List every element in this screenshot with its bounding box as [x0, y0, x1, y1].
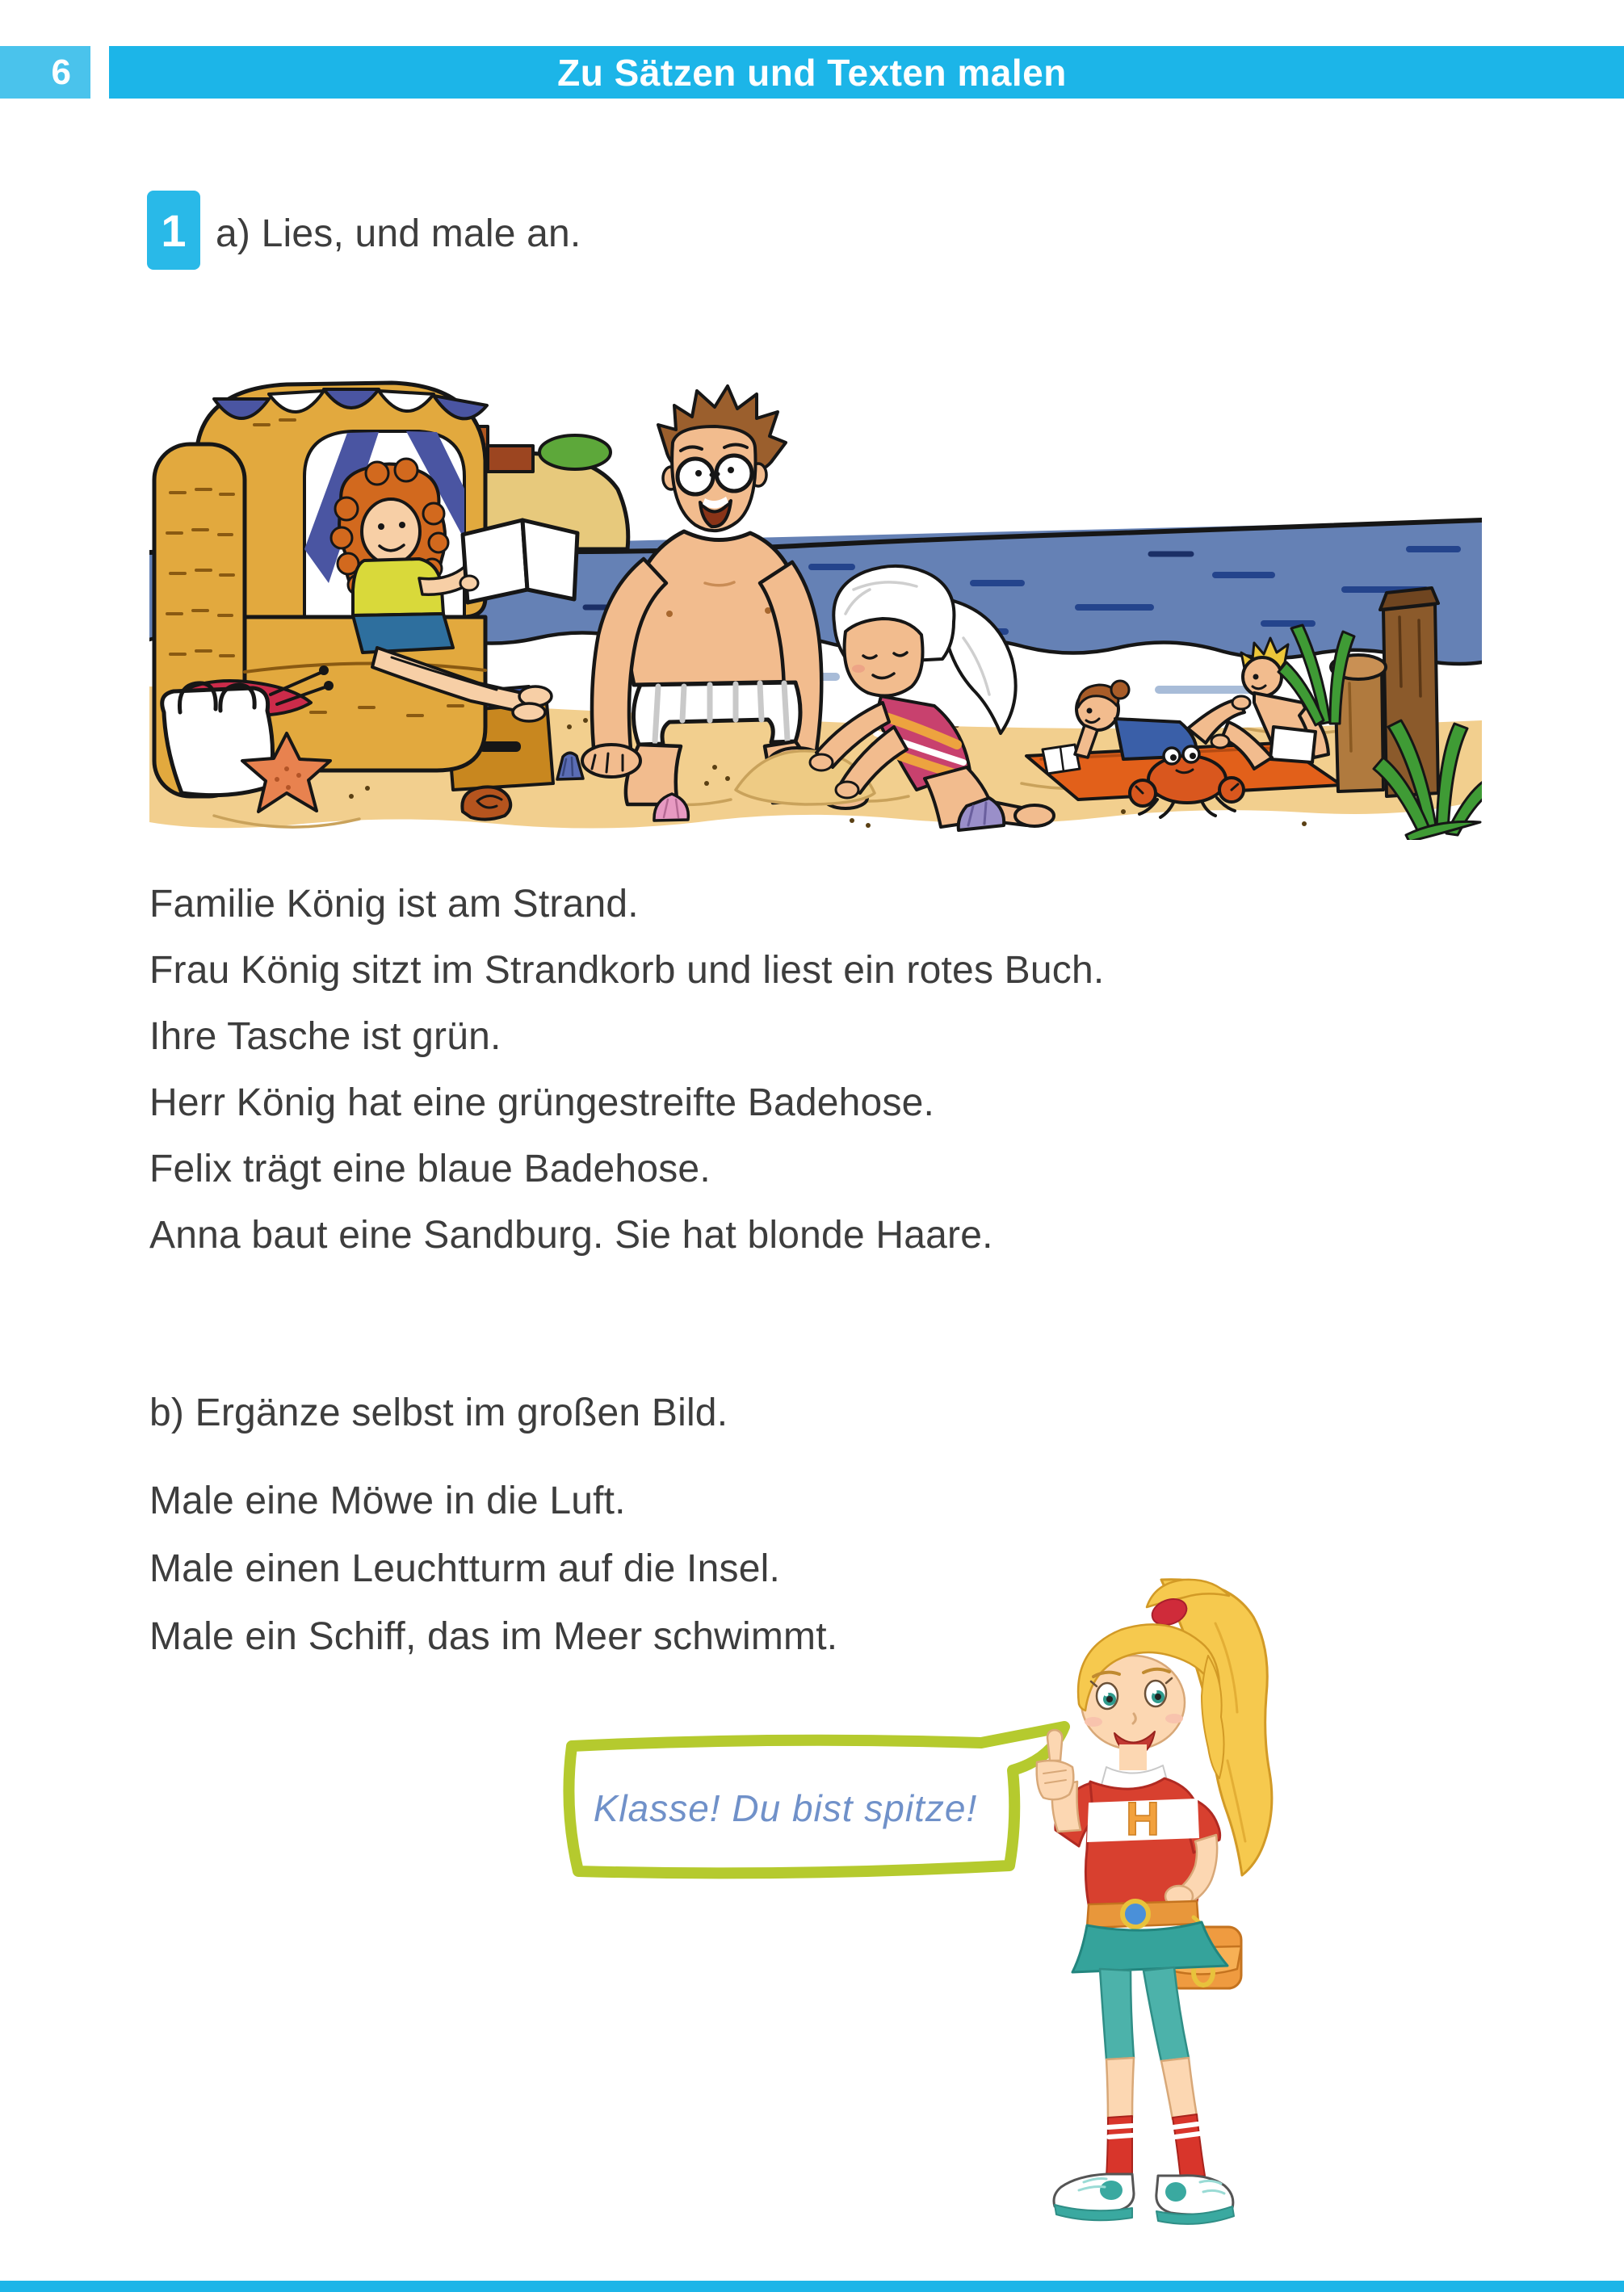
shirt-letter: H [1126, 1793, 1160, 1845]
island-bush [539, 435, 611, 469]
task-number-badge: 1 [147, 191, 200, 270]
sentence-line: Felix trägt eine blaue Badehose. [149, 1148, 711, 1190]
mascot-girl [1026, 1575, 1300, 2233]
sentence-line: Anna baut eine Sandburg. Sie hat blonde Haare. [149, 1214, 993, 1257]
instruction-line: Male ein Schiff, das im Meer schwimmt. [149, 1615, 838, 1658]
sentence-line: Ihre Tasche ist grün. [149, 1015, 501, 1058]
sentence-line: Herr König hat eine grüngestreifte Badehose. [149, 1081, 935, 1124]
header-title: Zu Sätzen und Texten malen [557, 51, 1067, 94]
beach-illustration [149, 347, 1482, 840]
sentence-line: Familie König ist am Strand. [149, 883, 639, 926]
instruction-line: Male eine Möwe in die Luft. [149, 1480, 626, 1522]
thumb [1047, 1730, 1062, 1761]
sentence-line: Frau König sitzt im Strandkorb und liest ein rotes Buch. [149, 949, 1105, 992]
page-number: 6 [51, 52, 71, 92]
instruction-line: Male einen Leuchtturm auf die Insel. [149, 1547, 780, 1590]
skirt [1072, 1922, 1227, 1972]
sneakers [1054, 2174, 1234, 2224]
leggings [1100, 1967, 1189, 2061]
speech-bubble-text: Klasse! Du bist spitze! [593, 1787, 978, 1829]
red-socks [1106, 2114, 1205, 2179]
calves [1106, 2058, 1197, 2119]
thumbs-up-arm [1037, 1730, 1081, 1832]
footer-bar [0, 2281, 1624, 2292]
task-b-label: b) Ergänze selbst im großen Bild. [149, 1392, 728, 1434]
trunks-to-color-blue [1270, 727, 1316, 762]
task-a-label: a) Lies, und male an. [216, 212, 581, 255]
belt-buckle [1123, 1901, 1148, 1927]
